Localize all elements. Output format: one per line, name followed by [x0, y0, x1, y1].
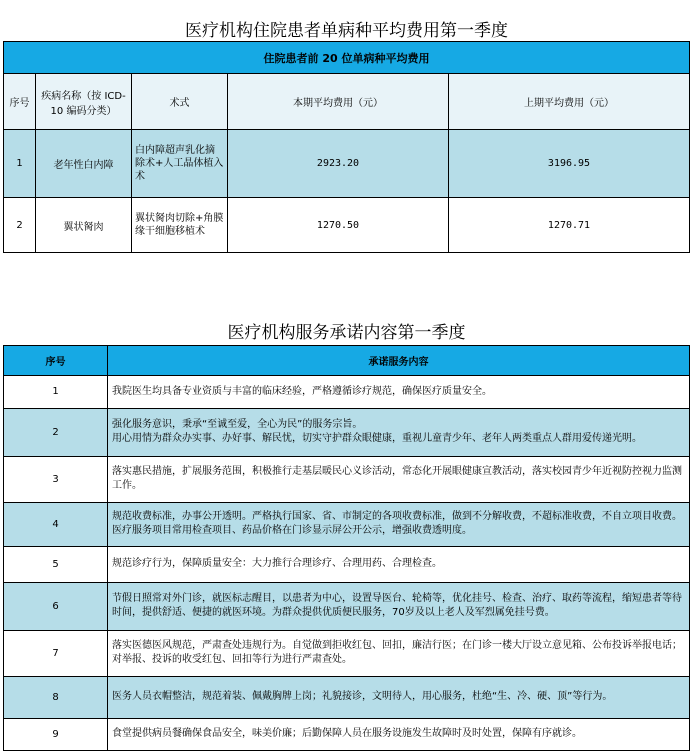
row-disease: 翼状胬肉	[36, 198, 132, 253]
row-content: 食堂提供病员餐确保食品安全，味美价廉；后勤保障人员在服务设施发生故障时及时处置，保障有序就诊。	[108, 718, 690, 750]
row-index: 3	[4, 456, 108, 502]
row-content: 规范诊疗行为，保障质量安全：大力推行合理诊疗、合理用药、合理检查。	[108, 546, 690, 582]
table-service-commitment	[3, 317, 690, 751]
row-disease: 老年性白内障	[36, 130, 132, 198]
table-row	[4, 408, 690, 456]
row-content: 强化服务意识，秉承“至诚至爱，全心为民”的服务宗旨。 用心用情为群众办实事、办好事、解民忧，切实守护群众眼健康，重视儿童青少年、老年人两类重点人群用爱传递光明。	[108, 408, 690, 456]
row-current-cost: 1270.50	[228, 198, 449, 253]
row-index: 7	[4, 630, 108, 676]
table-row	[4, 630, 690, 676]
row-index: 1	[4, 130, 36, 198]
table-row	[4, 546, 690, 582]
header-current-cost: 本期平均费用（元）	[228, 74, 449, 130]
row-previous-cost: 3196.95	[449, 130, 690, 198]
row-index: 2	[4, 408, 108, 456]
table1-subtitle: 住院患者前 20 位单病种平均费用	[4, 42, 690, 74]
table-row	[4, 130, 690, 198]
row-current-cost: 2923.20	[228, 130, 449, 198]
header-previous-cost: 上期平均费用（元）	[449, 74, 690, 130]
table2-title: 医疗机构服务承诺内容第一季度	[4, 317, 690, 345]
header-procedure: 术式	[132, 74, 228, 130]
table1-title: 医疗机构住院患者单病种平均费用第一季度	[4, 16, 690, 42]
row-content: 落实医德医风规范，严肃查处违规行为。自觉做到拒收红包、回扣，廉洁行医；在门诊一楼大厅设立意见箱、公布投诉举报电话；对举报、投诉的收受红包、回扣等行为进行严肃查处。	[108, 630, 690, 676]
row-index: 5	[4, 546, 108, 582]
table-row	[4, 198, 690, 253]
row-index: 8	[4, 676, 108, 718]
table-row	[4, 718, 690, 750]
row-content: 落实惠民措施，扩展服务范围，积极推行走基层暖民心义诊活动，常态化开展眼健康宣教活动，落实校园青少年近视防控视力监测工作。	[108, 456, 690, 502]
row-procedure: 白内障超声乳化摘除术+人工晶体植入术	[132, 130, 228, 198]
row-previous-cost: 1270.71	[449, 198, 690, 253]
table-row	[4, 676, 690, 718]
header-disease: 疾病名称（按 ICD-10 编码分类）	[36, 74, 132, 130]
header-index: 序号	[4, 74, 36, 130]
table-row	[4, 582, 690, 630]
header-content: 承诺服务内容	[108, 345, 690, 375]
table-avg-cost	[3, 16, 690, 253]
row-content: 我院医生均具备专业资质与丰富的临床经验，严格遵循诊疗规范，确保医疗质量安全。	[108, 375, 690, 408]
row-index: 4	[4, 502, 108, 546]
table-row	[4, 456, 690, 502]
row-index: 2	[4, 198, 36, 253]
row-procedure: 翼状胬肉切除+角膜缘干细胞移植术	[132, 198, 228, 253]
header-index: 序号	[4, 345, 108, 375]
table-row	[4, 375, 690, 408]
row-content: 节假日照常对外门诊，就医标志醒目，以患者为中心，设置导医台、轮椅等，优化挂号、检查、治疗、取药等流程，缩短患者等待时间，提供舒适、便捷的就医环境。为群众提供优质便民服务，70岁及以上老人及军烈属免挂号费。	[108, 582, 690, 630]
table-row	[4, 502, 690, 546]
row-index: 6	[4, 582, 108, 630]
row-content: 医务人员衣帽整洁，规范着装、佩戴胸牌上岗；礼貌接诊，文明待人，用心服务，杜绝“生、冷、硬、顶”等行为。	[108, 676, 690, 718]
row-content: 规范收费标准，办事公开透明。严格执行国家、省、市制定的各项收费标准，做到不分解收费，不超标准收费，不自立项目收费。医疗服务项目常用检查项目、药品价格在门诊显示屏公开公示，增强收费透明度。	[108, 502, 690, 546]
row-index: 1	[4, 375, 108, 408]
row-index: 9	[4, 718, 108, 750]
